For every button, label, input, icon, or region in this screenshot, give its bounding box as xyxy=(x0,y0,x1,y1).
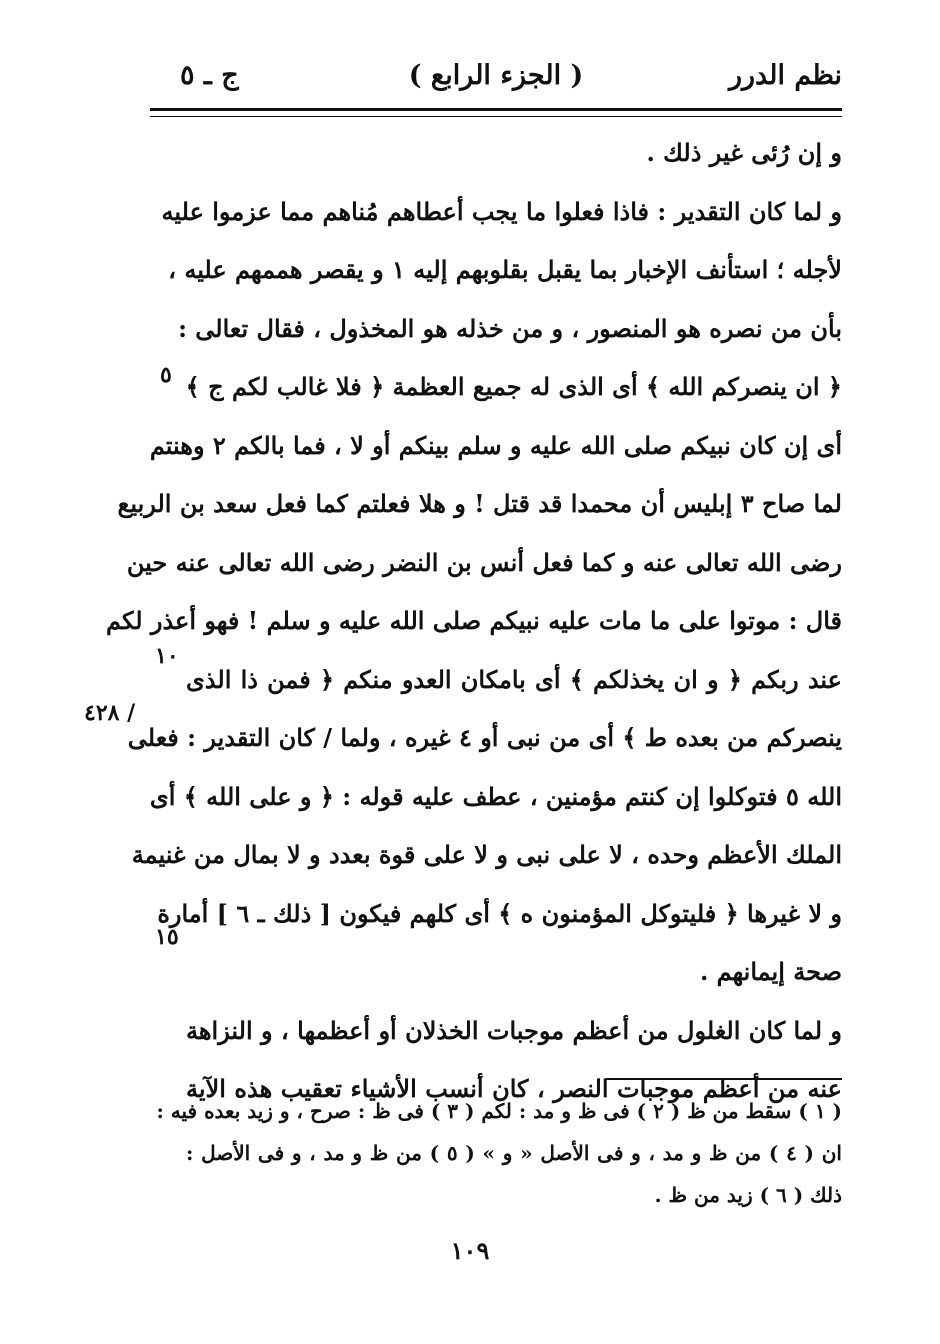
folio-marker: / ٤٢٨ xyxy=(84,700,136,726)
text-line: ينصركم من بعده ط ﴾ أى من نبى أو ٤ غيره ، ولما / كان التقدير : فعلى xyxy=(127,723,842,752)
text-line: بأن من نصره هو المنصور ، و من خذله هو المخذول ، فقال تعالى : xyxy=(178,313,842,343)
footnote-line: ذلك ( ٦ ) زيد من ظ . xyxy=(654,1183,842,1207)
text-line: الله ٥ فتوكلوا إن كنتم مؤمنين ، عطف عليه قوله : ﴿ و على الله ﴾ أى xyxy=(149,781,842,811)
line-number-15: ١٥ xyxy=(155,924,179,950)
footnote-line: ( ١ ) سقط من ظ ( ٢ ) فى ظ و مد : لكم ( ٣ ) فى ظ : صرح ، و زيد بعده فيه : xyxy=(156,1099,842,1123)
header-rule xyxy=(150,108,842,117)
text-line: الملك الأعظم وحده ، لا على نبى و لا على قوة بعدد و لا بمال من غنيمة xyxy=(131,840,842,869)
text-line: قال : موتوا على ما مات عليه نبيكم صلى الله عليه و سلم ! فهو أعذر لكم xyxy=(105,606,842,635)
volume-marker: ج ـ ٥ xyxy=(180,60,239,91)
text-line: و لما كان التقدير : فاذا فعلوا ما يجب أعطاهم مُناهم مما عزموا عليه xyxy=(161,196,842,226)
text-line: و لا غيرها ﴿ فليتوكل المؤمنون ه ﴾ أى كلهم فيكون [ ذلك ـ ٦ ] أمارة xyxy=(157,898,842,928)
footnotes xyxy=(156,1090,842,1216)
book-title: نظم الدرر xyxy=(728,60,842,91)
text-line: و إن رُئى غير ذلك . xyxy=(646,138,842,167)
text-line: و لما كان الغلول من أعظم موجبات الخذلان أو أعظمها ، و النزاهة xyxy=(186,1015,842,1045)
line-number-5: ٥ xyxy=(160,362,172,388)
text-line: رضى الله تعالى عنه و كما فعل أنس بن النضر رضى الله تعالى عنه حين xyxy=(126,547,842,577)
text-line: عنه من أعظم موجبات النصر ، كان أنسب الأشياء تعقيب هذه الآية xyxy=(186,1074,842,1103)
text-line: صحة إيمانهم . xyxy=(699,957,842,986)
footnote-rule xyxy=(606,1078,842,1080)
line-number-10: ١٠ xyxy=(155,643,179,669)
part-title: ( الجزء الرابع ) xyxy=(408,60,584,91)
text-line: عند ربكم ﴿ و ان يخذلكم ﴾ أى بامكان العدو منكم ﴿ فمن ذا الذى xyxy=(186,664,842,694)
running-header xyxy=(150,52,842,102)
page-number: ١٠٩ xyxy=(450,1236,490,1265)
text-line: لما صاح ٣ إبليس أن محمدا قد قتل ! و هلا فعلتم كما فعل سعد بن الربيع xyxy=(117,489,842,518)
footnote-line: ان ( ٤ ) من ظ و مد ، و فى الأصل « و » ( ٥ ) من ظ و مد ، و فى الأصل : xyxy=(186,1141,842,1165)
text-line: أى إن كان نبيكم صلى الله عليه و سلم بينكم أو لا ، فما بالكم ٢ وهنتم xyxy=(149,430,842,460)
text-line: ﴿ ان ينصركم الله ﴾ أى الذى له جميع العظمة ﴿ فلا غالب لكم ج ﴾ xyxy=(185,372,842,401)
text-line: لأجله ؛ استأنف الإخبار بما يقبل بقلوبهم إليه ١ و يقصر هممهم عليه ، xyxy=(168,255,842,284)
